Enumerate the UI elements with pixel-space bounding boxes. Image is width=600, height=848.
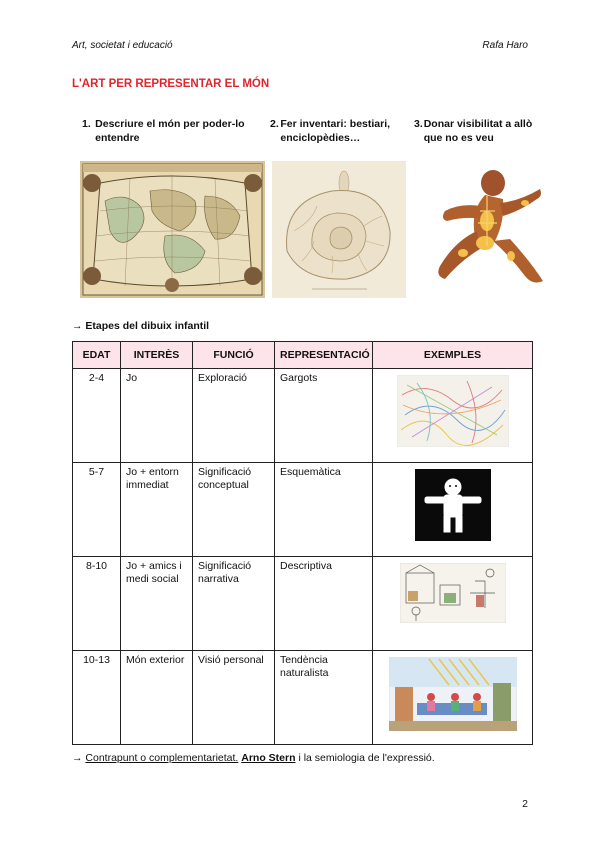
table-row <box>73 557 533 651</box>
point-1-text: Descriure el món per poder-lo entendre <box>95 118 245 144</box>
cell-interest: Jo + amics i medi social <box>121 557 193 651</box>
point-1-number: 1. <box>82 118 91 130</box>
points-list <box>72 117 532 157</box>
cell-interest: Jo + entorn immediat <box>121 463 193 557</box>
point-2-number: 2. <box>270 118 279 130</box>
arno-stern-link[interactable]: Arno Stern <box>241 752 296 764</box>
cell-example <box>373 557 533 651</box>
column-header-representation: REPRESENTACIÓ <box>275 342 373 369</box>
footer-note <box>72 752 435 764</box>
point-2 <box>270 117 405 145</box>
stages-heading: → Etapes del dibuix infantil <box>72 320 210 332</box>
point-3-text: Donar visibilitat a allò que no es veu <box>423 118 533 144</box>
cell-function: Exploració <box>193 369 275 463</box>
cell-interest: Món exterior <box>121 651 193 745</box>
point-1 <box>82 117 257 145</box>
table-row <box>73 651 533 745</box>
naturalistic-drawing-image <box>389 657 517 731</box>
column-header-function: FUNCIÓ <box>193 342 275 369</box>
header-right: Rafa Haro <box>482 40 528 51</box>
stages-table <box>72 341 533 745</box>
page-number: 2 <box>522 798 528 810</box>
column-header-examples: EXEMPLES <box>373 342 533 369</box>
cell-example <box>373 369 533 463</box>
schematic-figure-image <box>415 469 491 541</box>
cell-example <box>373 651 533 745</box>
nautilus-image <box>272 161 406 298</box>
cell-representation: Descriptiva <box>275 557 373 651</box>
point-2-text: Fer inventari: bestiari, enciclopèdies… <box>280 118 391 144</box>
cell-function: Visió personal <box>193 651 275 745</box>
arrow-glyph: → <box>72 752 86 764</box>
column-header-age: EDAT <box>73 342 121 369</box>
cell-representation: Esquemàtica <box>275 463 373 557</box>
footer-rest: i la semiologia de l'expressió. <box>295 752 435 764</box>
table-row <box>73 463 533 557</box>
cell-age: 5-7 <box>73 463 121 557</box>
cell-representation: Gargots <box>275 369 373 463</box>
descriptive-drawing-image <box>400 563 506 623</box>
column-header-interest: INTERÈS <box>121 342 193 369</box>
cell-representation: Tendència naturalista <box>275 651 373 745</box>
cell-age: 2-4 <box>73 369 121 463</box>
point-3 <box>414 117 534 145</box>
cell-age: 10-13 <box>73 651 121 745</box>
scribble-drawing-image <box>397 375 509 447</box>
cell-example <box>373 463 533 557</box>
cell-function: Significació conceptual <box>193 463 275 557</box>
point-3-number: 3. <box>414 118 423 130</box>
cell-age: 8-10 <box>73 557 121 651</box>
section-title: L'ART PER REPRESENTAR EL MÓN <box>72 78 270 90</box>
header-left: Art, societat i educació <box>72 40 173 51</box>
cell-function: Significació narrativa <box>193 557 275 651</box>
contrapunt-link[interactable]: Contrapunt o complementarietat. <box>85 752 239 764</box>
table-header-row <box>73 342 533 369</box>
anatomy-runner-image <box>415 161 551 298</box>
world-map-image <box>80 161 265 298</box>
table-row <box>73 369 533 463</box>
cell-interest: Jo <box>121 369 193 463</box>
